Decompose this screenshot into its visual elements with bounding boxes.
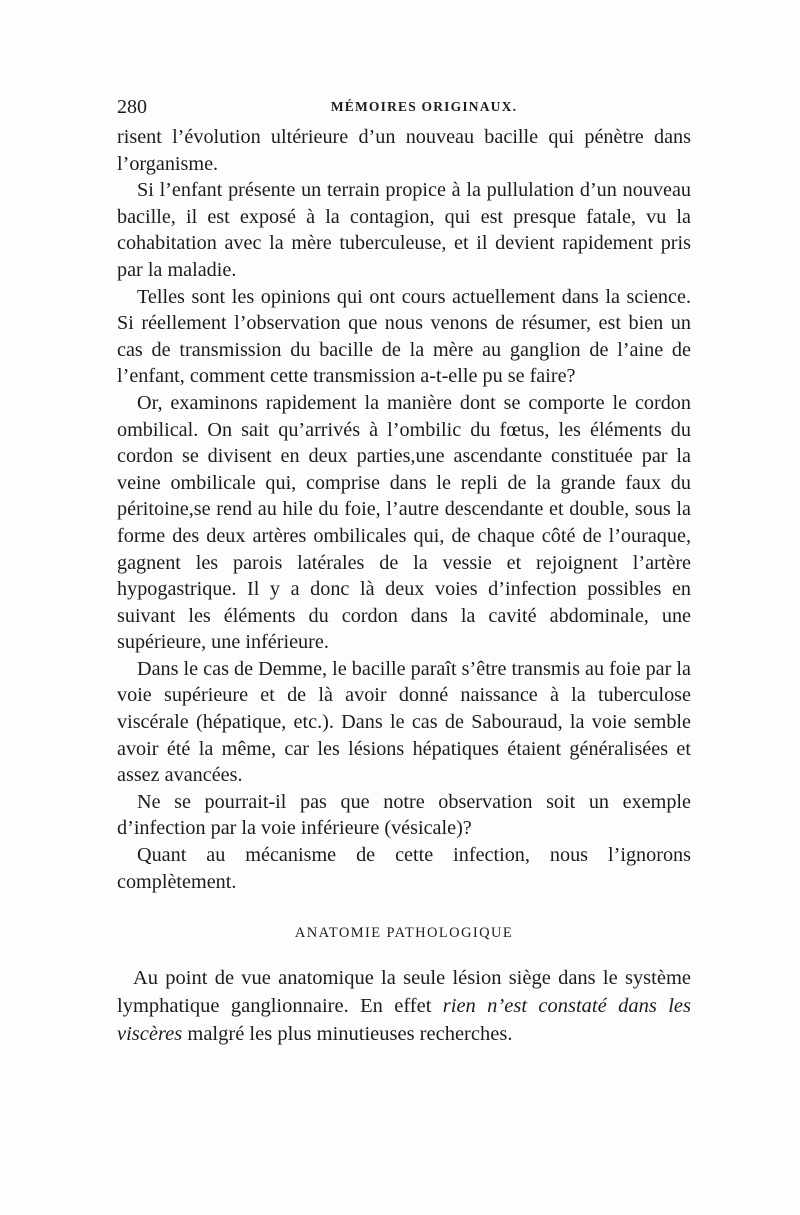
- paragraph: Dans le cas de Demme, le bacille paraît s’être transmis au foie par la voie supérieure et de là avoir donné naissance à la tuberculose viscérale (hépatique, etc.). Dans le cas de Sabouraud, la voie semble avoir été la même, car les lésions hépatiques étaient généralisées et assez avancées.: [117, 657, 691, 787]
- paragraph: Si l’enfant présente un terrain propice à la pullulation d’un nouveau bacille, il est exposé à la contagion, qui est presque fatale, vu la cohabitation avec la mère tuberculeuse, et il devient rapidement pris par la maladie.: [117, 179, 691, 281]
- section-text-start: Au point de vue anatomique la seule lésion siège dans le système lymphatique ganglionnaire. En effet: [117, 967, 691, 1018]
- paragraph: Telles sont les opinions qui ont cours actuellement dans la science. Si réellement l’observation que nous venons de résumer, est bien un cas de transmission du bacille de la mère au ganglion de l’aine de l’enfant, comment cette transmission a-t-elle pu se faire?: [117, 285, 691, 388]
- paragraph: risent l’évolution ultérieure d’un nouveau bacille qui pénètre dans l’organisme.: [117, 126, 691, 175]
- section-text: [117, 964, 691, 1048]
- book-page: [117, 96, 691, 1048]
- running-head: [117, 96, 691, 122]
- paragraph: Ne se pourrait-il pas que notre observation soit un exemple d’infection par la voie inférieure (vésicale)?: [117, 790, 691, 840]
- running-title: MÉMOIRES ORIGINAUX.: [330, 99, 518, 114]
- section-text-end: malgré les plus minutieuses recherches.: [182, 1023, 513, 1046]
- section-paragraph: [117, 964, 691, 1048]
- paragraph: Quant au mécanisme de cette infection, nous l’ignorons complètement.: [117, 844, 691, 893]
- italic-phrase: rien n’est constaté dans les viscères: [117, 995, 691, 1046]
- page-number: 280: [117, 96, 147, 118]
- paragraph: Or, examinons rapidement la manière dont se comporte le cordon ombilical. On sait qu’arrivés à l’ombilic du fœtus, les éléments du cordon se divisent en deux parties,une ascendante constituée par la veine ombilicale qui, comprise dans le repli de la grande faux du péritoine,se rend au hile du foie, l’autre descendante et double, sous la forme des deux artères ombilicales qui, de chaque côté de l’ouraque, gagnent les parois latérales de la vessie et rejoignent l’artère hypogastrique. Il y a donc là deux voies d’infection possibles en suivant les éléments du cordon dans la cavité abdominale, une supérieure, une inférieure.: [117, 391, 691, 654]
- section-heading: ANATOMIE PATHOLOGIQUE: [294, 925, 514, 942]
- body-text: [117, 124, 691, 895]
